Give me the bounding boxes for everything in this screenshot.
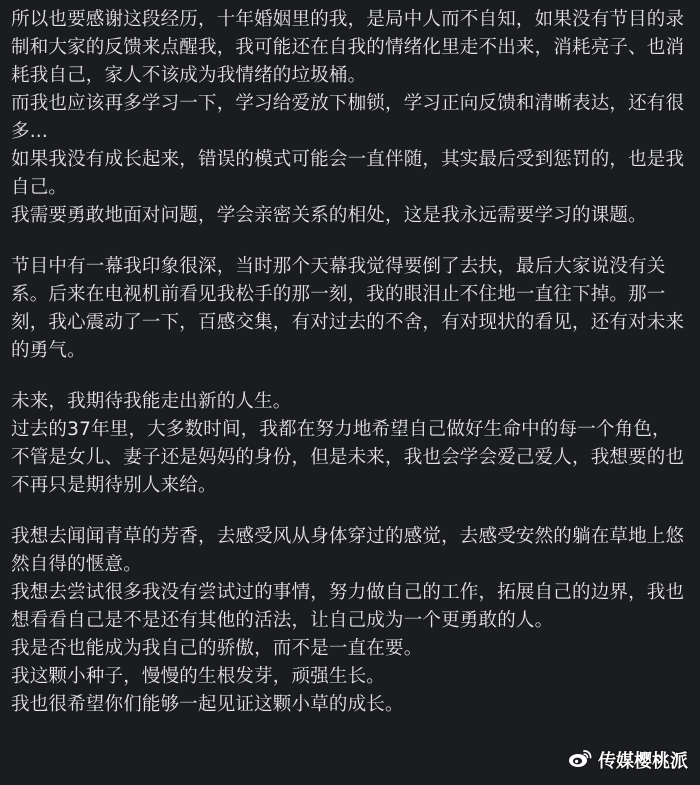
text-line: 制和大家的反馈来点醒我，我可能还在自我的情绪化里走不出来，消耗亮子、也消 (11, 37, 685, 58)
text-line: 过去的37年里，大多数时间，我都在努力地希望自己做好生命中的每一个角色， (11, 419, 671, 440)
paragraph (11, 6, 695, 230)
text-line: 刻，我心震动了一下，百感交集，有对过去的不舍，有对现状的看见，还有对未来 (11, 312, 685, 333)
text-line: 我想去闻闻青草的芳香，去感受风从身体穿过的感觉，去感受安然的躺在草地上悠 (11, 526, 685, 547)
text-line: 我需要勇敢地面对问题，学会亲密关系的相处，这是我永远需要学习的课题。 (11, 205, 647, 226)
paragraph (11, 388, 695, 500)
paragraph-gap (11, 500, 695, 523)
text-line: 然自得的惬意。 (11, 554, 142, 575)
text-line: 系。后来在电视机前看见我松手的那一刻，我的眼泪止不住地一直往下掉。那一 (11, 284, 666, 305)
weibo-icon (568, 748, 592, 773)
text-line: 不管是女儿、妻子还是妈妈的身份，但是未来，我也会学会爱己爱人，我想要的也 (11, 447, 685, 468)
paragraph (11, 523, 695, 719)
text-line: 多... (11, 121, 48, 142)
paragraph (11, 253, 695, 365)
text-line: 如果我没有成长起来，错误的模式可能会一直伴随，其实最后受到惩罚的，也是我 (11, 149, 685, 170)
text-line: 未来，我期待我能走出新的人生。 (11, 391, 292, 412)
watermark (568, 747, 688, 773)
text-line: 我也很希望你们能够一起见证这颗小草的成长。 (11, 694, 404, 715)
text-line: 节目中有一幕我印象很深，当时那个天幕我觉得要倒了去扶，最后大家说没有关 (11, 256, 666, 277)
text-line: 我这颗小种子，慢慢的生根发芽，顽强生长。 (11, 666, 386, 687)
text-line: 的勇气。 (11, 340, 86, 361)
text-line: 所以也要感谢这段经历，十年婚姻里的我，是局中人而不自知，如果没有节目的录 (11, 9, 685, 30)
text-line: 想看看自己是不是还有其他的活法，让自己成为一个更勇敢的人。 (11, 610, 554, 631)
text-line: 耗我自己，家人不该成为我情绪的垃圾桶。 (11, 65, 367, 86)
post-body (11, 6, 695, 719)
text-line: 我想去尝试很多我没有尝试过的事情，努力做自己的工作，拓展自己的边界，我也 (11, 582, 685, 603)
paragraph-gap (11, 365, 695, 388)
watermark-text: 传媒樱桃派 (598, 751, 688, 772)
text-line: 不再只是期待别人来给。 (11, 475, 217, 496)
paragraph-gap (11, 230, 695, 253)
text-line: 自己。 (11, 177, 68, 198)
text-line: 而我也应该再多学习一下，学习给爱放下枷锁，学习正向反馈和清晰表达，还有很 (11, 93, 685, 114)
text-line: 我是否也能成为我自己的骄傲，而不是一直在要。 (11, 638, 423, 659)
